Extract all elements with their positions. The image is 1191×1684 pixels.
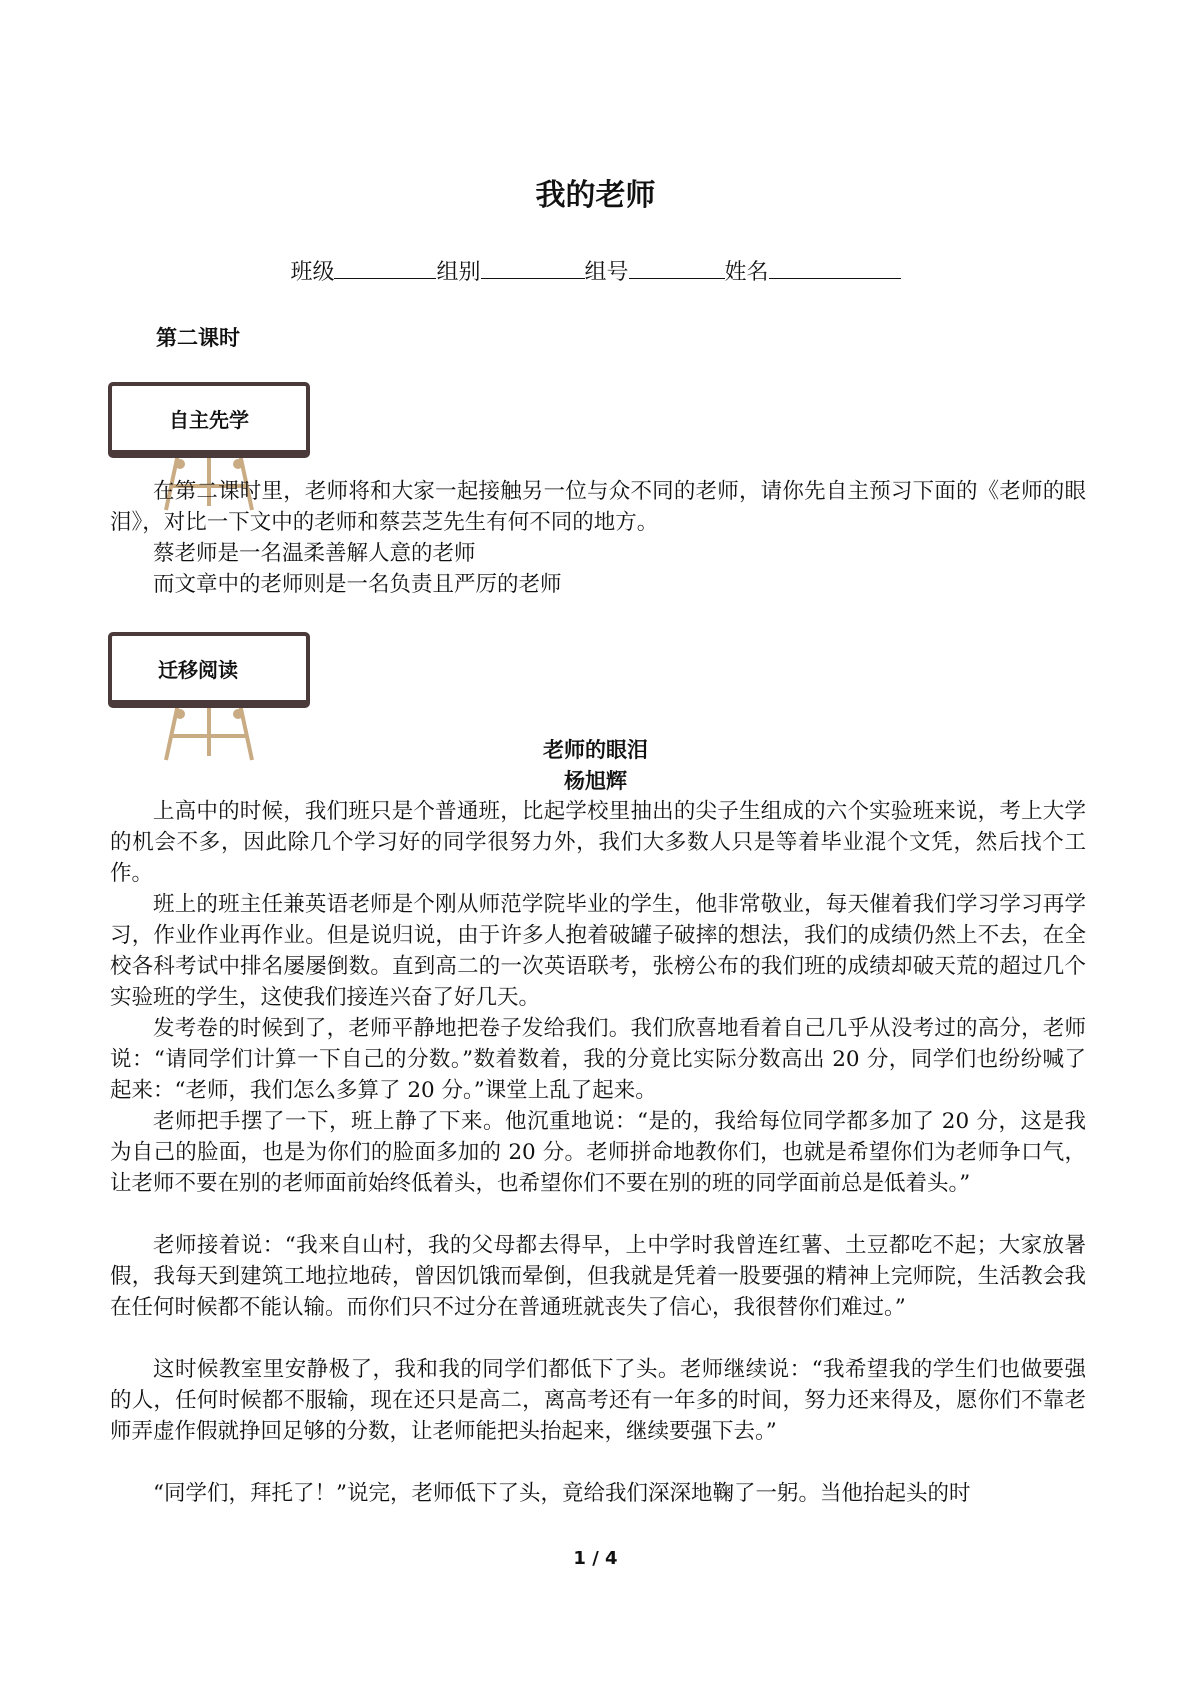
self-study-paragraph-1: 在第二课时里，老师将和大家一起接触另一位与众不同的老师，请你先自主预习下面的《老师的眼泪》，对比一下文中的老师和蔡芸芝先生有何不同的地方。 — [110, 479, 1086, 535]
article-paragraph-1: 上高中的时候，我们班只是个普通班，比起学校里抽出的尖子生组成的六个实验班来说，考上大学的机会不多，因此除几个学习好的同学很努力外，我们大多数人只是等着毕业混个文凭，然后找个工作。 — [110, 799, 1086, 886]
class-label: 班级 — [290, 260, 335, 285]
page-number: 1 / 4 — [573, 1548, 618, 1569]
name-blank[interactable] — [769, 258, 901, 279]
class-blank[interactable] — [334, 258, 436, 279]
article-paragraph-4: 老师把手摆了一下，班上静了下来。他沉重地说：“是的，我给每位同学都多加了 20 分，这是我为自己的脸面，也是为你们的脸面多加的 20 分。老师拼命地教你们，也就是希望你们为老师争口气，让老师不要在别的老师面前始终低着头，也希望你们不要在别的班的同学面前总是低着头。” — [110, 1109, 1086, 1196]
page-title: 我的老师 — [535, 178, 656, 213]
group-number-label: 组号 — [584, 260, 629, 285]
student-info-row — [0, 255, 1191, 286]
group-blank[interactable] — [481, 258, 585, 279]
article-paragraph-6: 这时候教室里安静极了，我和我的同学们都低下了头。老师继续说：“我希望我的学生们也做要强的人，任何时候都不服输，现在还只是高二，离高考还有一年多的时间，努力还来得及，愿你们不靠老师弄虚作假就挣回足够的分数，让老师能把头抬起来，继续要强下去。” — [110, 1357, 1086, 1444]
name-label: 姓名 — [724, 260, 769, 285]
self-study-paragraph-2: 蔡老师是一名温柔善解人意的老师 — [153, 541, 476, 566]
section-label-transfer-reading: 迁移阅读 — [158, 658, 238, 682]
group-label: 组别 — [436, 260, 481, 285]
group-number-blank[interactable] — [629, 258, 725, 279]
article-paragraph-2: 班上的班主任兼英语老师是个刚从师范学院毕业的学生，他非常敬业，每天催着我们学习学习再学习，作业作业再作业。但是说归说，由于许多人抱着破罐子破摔的想法，我们的成绩仍然上不去，在全校各科考试中排名屡屡倒数。直到高二的一次英语联考，张榜公布的我们班的成绩却破天荒的超过几个实验班的学生，这使我们接连兴奋了好几天。 — [110, 892, 1086, 1010]
article-paragraph-5: 老师接着说：“我来自山村，我的父母都去得早，上中学时我曾连红薯、土豆都吃不起；大家放暑假，我每天到建筑工地拉地砖，曾因饥饿而晕倒，但我就是凭着一股要强的精神上完师院，生活教会我在任何时候都不能认输。而你们只不过分在普通班就丧失了信心，我很替你们难过。” — [110, 1233, 1086, 1320]
article-author: 杨旭辉 — [564, 769, 627, 793]
article-paragraph-3: 发考卷的时候到了，老师平静地把卷子发给我们。我们欣喜地看着自己几乎从没考过的高分，老师说：“请同学们计算一下自己的分数。”数着数着，我的分竟比实际分数高出 20 分，同学们也纷纷喊了起来：“老师，我们怎么多算了 20 分。”课堂上乱了起来。 — [110, 1016, 1086, 1103]
article-title: 老师的眼泪 — [543, 738, 648, 762]
lesson-label: 第二课时 — [156, 326, 240, 350]
article-paragraph-7: “同学们，拜托了！”说完，老师低下了头，竟给我们深深地鞠了一躬。当他抬起头的时 — [153, 1481, 971, 1506]
self-study-paragraph-3: 而文章中的老师则是一名负责且严厉的老师 — [153, 572, 562, 597]
section-label-self-study: 自主先学 — [169, 408, 249, 432]
